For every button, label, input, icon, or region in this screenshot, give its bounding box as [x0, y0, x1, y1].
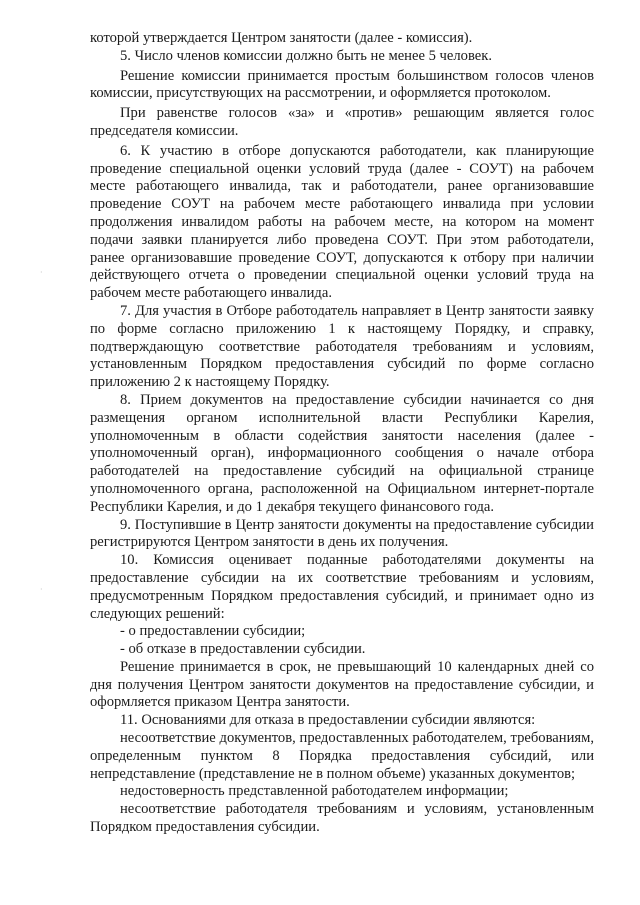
paragraph-item-7: 7. Для участия в Отборе работодатель направляет в Центр занятости заявку по форме согласно приложению 1 к настоящему Порядку, и справку, подтверждающую соответствие работодателя требованиям и условиям, установленным Порядком предоставления субсидий по форме согласно приложению 2 к настоящему Порядку. [90, 302, 594, 391]
paragraph-item-8: 8. Прием документов на предоставление субсидии начинается со дня размещения органом исполнительной власти Республики Карелия, уполномоченным в области содействия занятости населения (далее - уполномоченный орган), информационного сообщения о начале отбора работодателей на предоставление субсидий на официальной странице уполномоченного органа, расположенной на Официальном интернет-портале Республики Карелия, и до 1 декабря текущего финансового года. [90, 391, 594, 515]
paragraph: Решение принимается в срок, не превышающий 10 календарных дней со дня получения Центром занятости документов на предоставление субсидии, и оформляется приказом Центра занятости. [90, 658, 594, 711]
list-item: - о предоставлении субсидии; [120, 623, 306, 640]
paragraph-item-9: 9. Поступившие в Центр занятости документы на предоставление субсидии регистрируются Центром занятости в день их получения. [90, 516, 594, 551]
scan-speck: · [40, 585, 43, 594]
paragraph-item-11: 11. Основаниями для отказа в предоставлении субсидии являются: [120, 712, 536, 729]
scan-speck: · [40, 268, 43, 277]
paragraph-item-6: 6. К участию в отборе допускаются работодатели, как планирующие проведение специальной оценки условий труда (далее - СОУТ) на рабочем месте работающего инвалида, так и работодатели, ранее организовавшие проведение СОУТ на рабочем месте работающего инвалида при условии продолжения инвалидом работы на рабочем месте, на котором на момент подачи заявки планируется либо проведена СОУТ. При этом работодатели, ранее организовавшие проведение СОУТ, допускаются к отбору при наличии действующего отчета о проведении специальной оценки условий труда на рабочем месте работающего инвалида. [90, 142, 594, 302]
list-item: несоответствие документов, предоставленных работодателем, требованиям, определенным пунктом 8 Порядка предоставления субсидий, или непредставление (представление не в полном объеме) указанных документов; [90, 730, 594, 782]
paragraph: Решение комиссии принимается простым большинством голосов членов комиссии, присутствующих на рассмотрении, и оформляется протоколом. [90, 67, 594, 102]
paragraph-continuation: которой утверждается Центром занятости (далее - комиссия). [90, 30, 473, 46]
document-body [90, 30, 594, 837]
paragraph-item-5: 5. Число членов комиссии должно быть не менее 5 человек. [120, 47, 492, 64]
paragraph-item-10: 10. Комиссия оценивает поданные работодателями документы на предоставление субсидии на их соответствие требованиям и условиям, предусмотренным Порядком предоставления субсидий, и принимает одно из следующих решений: [90, 552, 594, 622]
paragraph: При равенстве голосов «за» и «против» решающим является голос председателя комиссии. [90, 105, 594, 139]
list-item: недостоверность представленной работодателем информации; [120, 783, 509, 800]
list-item: - об отказе в предоставлении субсидии. [120, 641, 366, 658]
list-item: несоответствие работодателя требованиям и условиям, установленным Порядком предоставления субсидии. [90, 801, 594, 836]
